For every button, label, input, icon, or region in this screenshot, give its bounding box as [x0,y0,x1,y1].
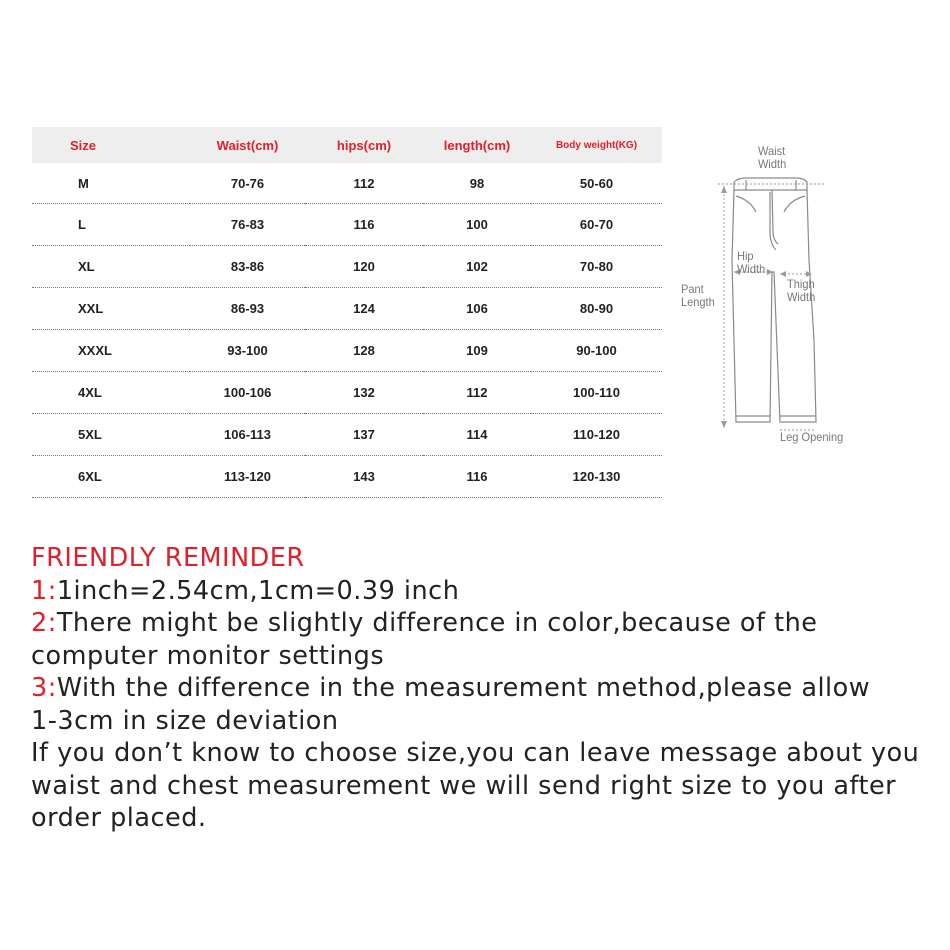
header-length: length(cm) [423,127,531,163]
cell-waist: 113-120 [190,456,305,498]
cell-waist: 76-83 [190,204,305,246]
cell-waist: 70-76 [190,163,305,204]
cell-waist: 83-86 [190,246,305,288]
reminder-footer-line: waist and chest measurement we will send right size to you after [31,770,897,801]
cell-waist: 106-113 [190,414,305,456]
header-waist: Waist(cm) [190,127,305,163]
size-row [32,456,662,498]
reminder-text: There might be slightly difference in color,because of the [56,608,818,638]
cell-hips: 128 [305,330,423,372]
cell-hips: 132 [305,372,423,414]
friendly-reminder [31,542,946,835]
reminder-number: 3: [31,673,57,703]
cell-waist: 86-93 [190,288,305,330]
cell-body-weight: 60-70 [531,204,662,246]
pant-length-label-line2: Length [681,295,715,309]
header-hips: hips(cm) [305,127,423,163]
cell-length: 109 [423,330,531,372]
cell-hips: 143 [305,456,423,498]
size-row [32,288,662,330]
cell-length: 102 [423,246,531,288]
cell-size: 5XL [32,414,190,456]
cell-body-weight: 50-60 [531,163,662,204]
reminder-footer-line: If you don’t know to choose size,you can leave message about you [31,738,920,768]
waist-width-label [758,145,786,171]
reminder-footer-line: order placed. [31,803,207,833]
cell-length: 112 [423,372,531,414]
reminder-item-3 [31,672,946,705]
cell-body-weight: 120-130 [531,456,662,498]
cell-waist: 100-106 [190,372,305,414]
reminder-item-2 [31,607,946,640]
pant-length-label-line1: Pant [681,282,704,296]
cell-length: 114 [423,414,531,456]
cell-waist: 93-100 [190,330,305,372]
cell-length: 116 [423,456,531,498]
cell-body-weight: 110-120 [531,414,662,456]
cell-size: L [32,204,190,246]
reminder-number: 2: [31,608,57,638]
waist-width-label-line1: Waist [758,144,786,158]
thigh-width-label-line1: Thigh [787,277,815,291]
cell-size: XXL [32,288,190,330]
cell-hips: 112 [305,163,423,204]
cell-body-weight: 100-110 [531,372,662,414]
reminder-number: 1: [31,575,57,606]
hip-width-label-line1: Hip [737,249,754,263]
hip-width-label-line2: Width [737,262,766,276]
size-row [32,372,662,414]
header-body-weight: Body weight(KG) [531,127,662,163]
size-chart-table [32,127,662,498]
cell-size: M [32,163,190,204]
reminder-text: 1inch=2.54cm,1cm=0.39 inch [56,575,460,606]
cell-length: 100 [423,204,531,246]
leg-opening-label: Leg Opening [780,430,844,444]
cell-hips: 120 [305,246,423,288]
reminder-item-2-continued: computer monitor settings [31,640,385,671]
cell-size: XL [32,246,190,288]
size-chart-body [32,163,662,498]
size-row [32,330,662,372]
cell-size: 6XL [32,456,190,498]
cell-body-weight: 80-90 [531,288,662,330]
cell-body-weight: 90-100 [531,330,662,372]
cell-body-weight: 70-80 [531,246,662,288]
reminder-title: FRIENDLY REMINDER [31,543,305,573]
size-row [32,204,662,246]
size-chart-header-row [32,127,662,163]
header-size: Size [32,127,190,163]
cell-length: 98 [423,163,531,204]
cell-size: 4XL [32,372,190,414]
reminder-item-1 [31,575,946,608]
cell-hips: 137 [305,414,423,456]
reminder-text: With the difference in the measurement method,please allow [56,673,871,703]
size-row [32,246,662,288]
size-row [32,163,662,204]
reminder-item-3-continued: 1-3cm in size deviation [31,705,339,736]
thigh-width-label [787,278,815,304]
cell-hips: 116 [305,204,423,246]
cell-size: XXXL [32,330,190,372]
pant-diagram [676,140,876,452]
hip-width-label [737,250,765,276]
pant-length-label [681,283,715,309]
waist-width-label-line2: Width [758,157,787,171]
cell-length: 106 [423,288,531,330]
size-row [32,414,662,456]
cell-hips: 124 [305,288,423,330]
thigh-width-label-line2: Width [787,290,816,304]
